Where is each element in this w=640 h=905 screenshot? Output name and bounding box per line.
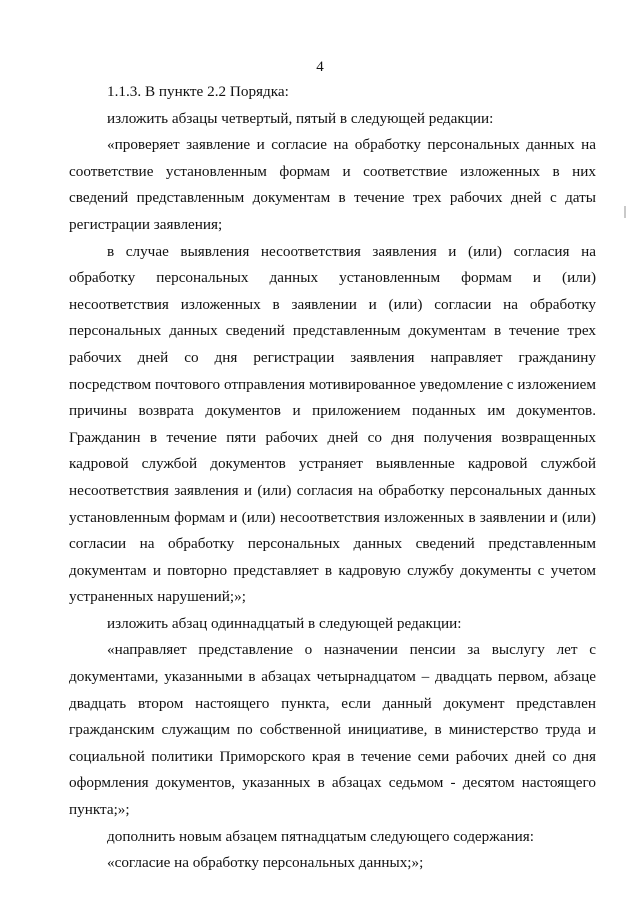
paragraph-section-heading: 1.1.3. В пункте 2.2 Порядка:	[107, 83, 289, 100]
document-body	[69, 79, 596, 877]
paragraph-instruction-1: изложить абзацы четвертый, пятый в следующей редакции:	[107, 109, 494, 127]
paragraph-quote-4: «согласие на обработку персональных данных;»;	[107, 854, 424, 872]
paragraph-quote-1: «проверяет заявление и согласие на обработку персональных данных на соответствие установленным формам и соответствие изложенных в них сведений представленным документам в течение трех рабочих дней с даты регистрации заявления;	[69, 136, 596, 233]
paragraph-quote-3: «направляет представление о назначении пенсии за выслугу лет с документами, указанными в абзацах четырнадцатом – двадцать первом, абзаце двадцать втором настоящего пункта, если данный документ представлен гражданским служащим по собственной инициативе, в министерство труда и социальной политики Приморского края в течение семи рабочих дней со дня оформления документов, указанных в абзацах седьмом - десятом настоящего пункта;»;	[69, 641, 596, 819]
page-number: 4	[316, 59, 324, 75]
paragraph-instruction-3: дополнить новым абзацем пятнадцатым следующего содержания:	[107, 827, 534, 845]
paragraph-instruction-2: изложить абзац одиннадцатый в следующей редакции:	[107, 614, 462, 632]
scan-margin-mark	[624, 206, 626, 218]
paragraph-quote-2: в случае выявления несоответствия заявления и (или) согласия на обработку персональных данных установленным формам и (или) несоответствия изложенных в заявлении и (или) согласии на обработку персональных данных сведений представленным документам в течение трех рабочих дней со дня регистрации заявления направляет гражданину посредством почтового отправления мотивированное уведомление с изложением причины возврата документов и приложением поданных им документов. Гражданин в течение пяти рабочих дней со дня получения возвращенных кадровой службой документов устраняет выявленные кадровой службой несоответствия заявления и (или) согласия на обработку персональных данных установленным формам и (или) несоответствия изложенных в заявлении и (или) согласии на обработку персональных данных сведений представленным документам и повторно представляет в кадровую службу документы с учетом устраненных нарушений;»;	[69, 242, 596, 606]
